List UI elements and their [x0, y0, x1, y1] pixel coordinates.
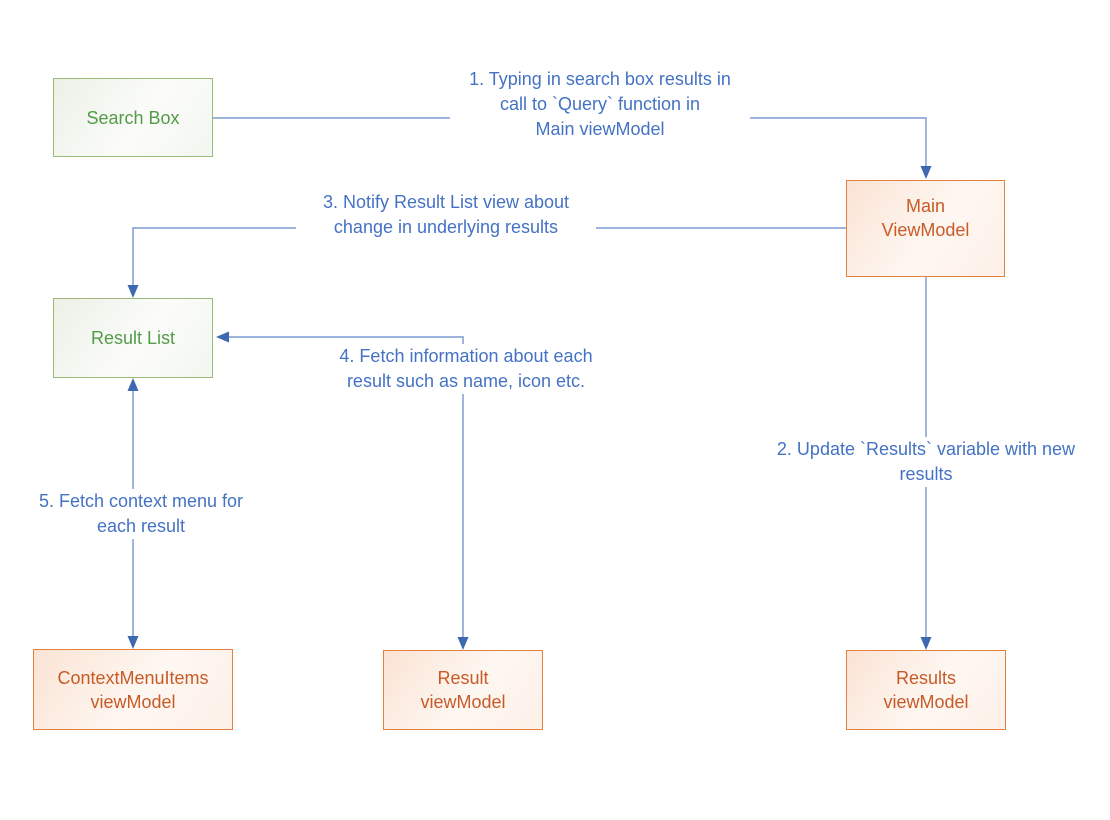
node-label: viewModel	[883, 692, 969, 712]
node-result-list	[53, 298, 213, 378]
node-results-viewmodel	[846, 650, 1006, 730]
node-label: Result	[437, 668, 489, 688]
arrow-down-icon	[458, 637, 469, 650]
arrow-up-icon	[128, 378, 139, 391]
annotation-step2	[756, 437, 1096, 487]
node-label: ViewModel	[881, 219, 970, 240]
annotation-line: change in underlying results	[333, 217, 559, 237]
node-label: ContextMenuItems	[57, 667, 209, 688]
annotation-step5	[21, 489, 261, 539]
arrow-down-icon	[921, 166, 932, 179]
arrow-down-icon	[128, 285, 139, 298]
annotation-step3	[296, 190, 596, 240]
node-main-viewmodel	[846, 180, 1005, 277]
annotation-line: results	[899, 464, 953, 484]
annotation-line: 2. Update `Results` variable with new	[776, 439, 1076, 459]
annotation-line: call to `Query` function in	[499, 94, 701, 114]
annotation-step1	[450, 67, 750, 142]
node-contextmenuitems-viewmodel	[33, 649, 233, 730]
node-label: Results	[895, 668, 957, 688]
arrow-left-icon	[216, 332, 229, 343]
annotation-step4	[316, 344, 616, 394]
annotation-line: 1. Typing in search box results in	[469, 69, 731, 89]
arrow-down-icon	[921, 637, 932, 650]
node-label: Main	[905, 195, 945, 216]
node-result-viewmodel	[383, 650, 543, 730]
node-search-box	[53, 78, 213, 157]
node-label: Search Box	[86, 107, 180, 128]
annotation-line: 3. Notify Result List view about	[322, 192, 570, 212]
node-label: Result List	[90, 328, 176, 348]
arrow-down-icon	[128, 636, 139, 649]
node-label: viewModel	[90, 691, 176, 712]
annotation-line: 4. Fetch information about each	[339, 346, 593, 366]
annotation-line: Main viewModel	[535, 119, 665, 139]
annotation-line: 5. Fetch context menu for	[38, 491, 244, 511]
annotation-line: each result	[96, 516, 186, 536]
annotation-line: result such as name, icon etc.	[346, 371, 586, 391]
node-label: viewModel	[420, 692, 506, 712]
